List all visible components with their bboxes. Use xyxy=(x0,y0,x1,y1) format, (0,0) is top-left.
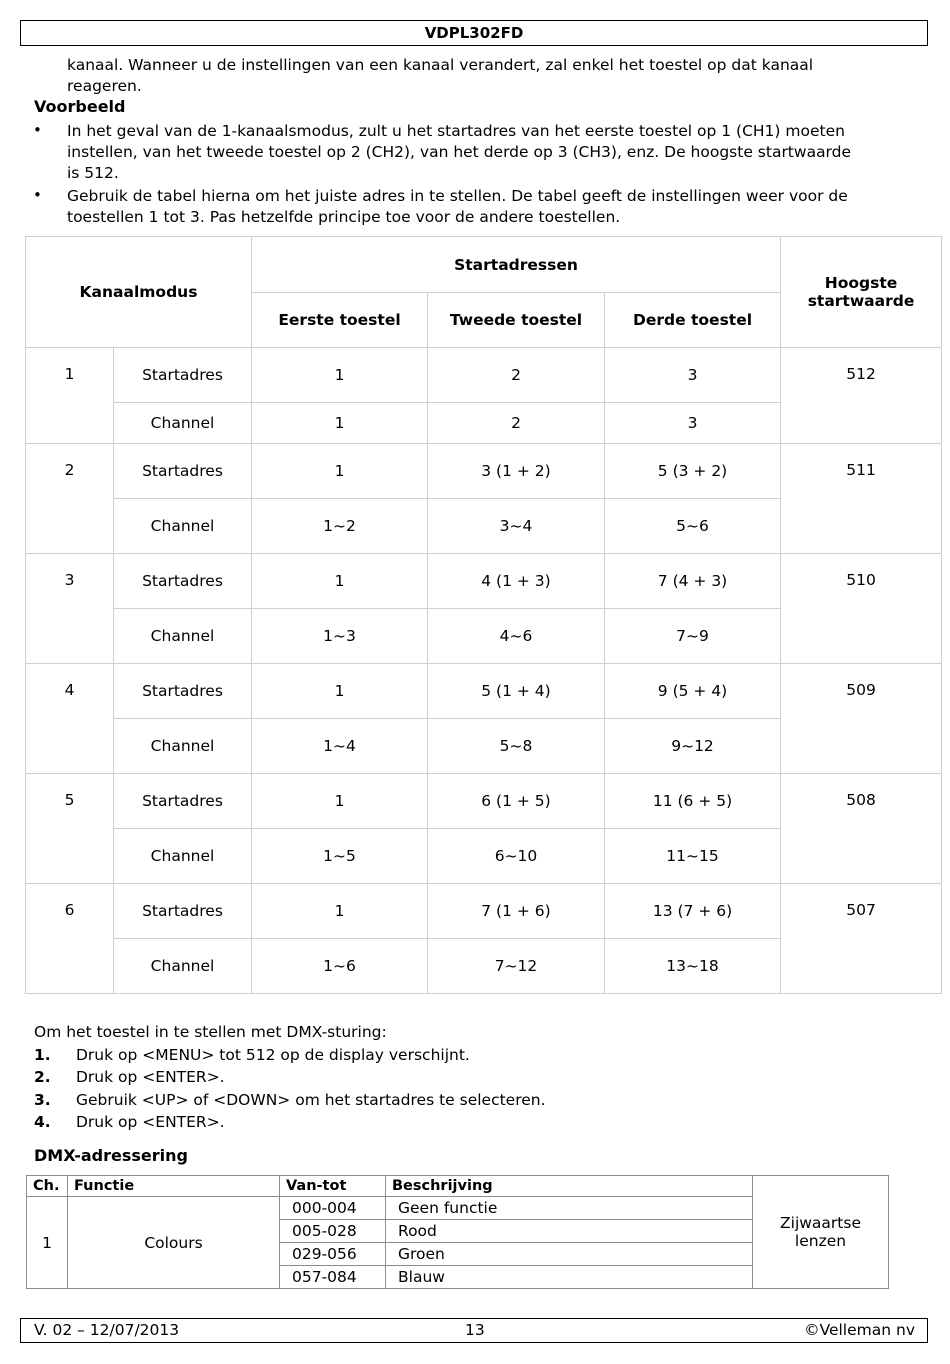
start-third-cell: 7 (4 + 3) xyxy=(605,554,781,609)
mode-cell: 1 xyxy=(26,348,114,444)
bullet-marker-1: • xyxy=(33,121,42,139)
channel-third-cell: 7~9 xyxy=(605,609,781,664)
bullet-2-line-2: toestellen 1 tot 3. Pas hetzelfde principe toe voor de andere toestellen. xyxy=(67,208,621,226)
bullet-item-2 xyxy=(67,186,848,228)
start-first-cell: 1 xyxy=(252,554,428,609)
channel-second-cell: 2 xyxy=(428,403,605,444)
start-first-cell: 1 xyxy=(252,774,428,829)
step-4-text: Druk op <ENTER>. xyxy=(76,1113,225,1131)
step-2 xyxy=(34,1066,546,1089)
bullet-2-line-1: Gebruik de tabel hierna om het juiste adres in te stellen. De tabel geeft de instellingen weer voor de xyxy=(67,187,848,205)
intro-line-1: kanaal. Wanneer u de instellingen van een kanaal verandert, zal enkel het toestel op dat kanaal xyxy=(67,56,814,74)
step-3 xyxy=(34,1089,546,1112)
step-3-number: 3. xyxy=(34,1090,51,1109)
channel-first-cell: 1~5 xyxy=(252,829,428,884)
dmx-header-function: Functie xyxy=(68,1176,280,1197)
channel-third-cell: 3 xyxy=(605,403,781,444)
start-second-cell: 5 (1 + 4) xyxy=(428,664,605,719)
header-first-device: Eerste toestel xyxy=(252,293,428,348)
start-second-cell: 4 (1 + 3) xyxy=(428,554,605,609)
start-third-cell: 13 (7 + 6) xyxy=(605,884,781,939)
bullet-1-line-2: instellen, van het tweede toestel op 2 (CH2), van het derde op 3 (CH3), enz. De hoogste startwaarde xyxy=(67,143,852,161)
start-third-cell: 3 xyxy=(605,348,781,403)
channel-second-cell: 3~4 xyxy=(428,499,605,554)
page-header xyxy=(20,20,928,46)
dmx-description: Blauw xyxy=(386,1266,753,1289)
header-highest-text: Hoogste startwaarde xyxy=(807,274,915,310)
footer-copyright: ©Velleman nv xyxy=(804,1321,915,1339)
mode-cell: 3 xyxy=(26,554,114,664)
intro-line-2: reageren. xyxy=(67,77,142,95)
header-third-device: Derde toestel xyxy=(605,293,781,348)
dmx-side-note-line-1: Zijwaartse xyxy=(780,1214,861,1232)
header-highest xyxy=(781,237,942,348)
dmx-side-note-line-2: lenzen xyxy=(794,1232,847,1250)
step-2-number: 2. xyxy=(34,1068,51,1086)
step-1-text: Druk op <MENU> tot 512 op de display verschijnt. xyxy=(76,1045,470,1064)
row-label-startadres: Startadres xyxy=(114,348,252,403)
header-title: VDPL302FD xyxy=(424,24,524,42)
start-second-cell: 2 xyxy=(428,348,605,403)
row-label-channel: Channel xyxy=(114,609,252,664)
start-first-cell: 1 xyxy=(252,884,428,939)
dmx-side-note xyxy=(753,1176,889,1289)
dmx-header-ch: Ch. xyxy=(27,1176,68,1197)
table-row xyxy=(26,444,942,499)
highest-value-cell: 510 xyxy=(781,554,942,664)
footer-version: V. 02 – 12/07/2013 xyxy=(34,1321,180,1339)
channel-second-cell: 5~8 xyxy=(428,719,605,774)
bullet-1-line-1: In het geval van de 1-kanaalsmodus, zult u het startadres van het eerste toestel op 1 (CH1) moeten xyxy=(67,122,845,140)
bullet-marker-2: • xyxy=(33,186,42,204)
row-label-channel: Channel xyxy=(114,719,252,774)
step-4-number: 4. xyxy=(34,1113,51,1131)
dmx-function: Colours xyxy=(68,1197,280,1289)
channel-first-cell: 1~3 xyxy=(252,609,428,664)
step-1 xyxy=(34,1044,546,1067)
start-second-cell: 7 (1 + 6) xyxy=(428,884,605,939)
start-second-cell: 6 (1 + 5) xyxy=(428,774,605,829)
channel-first-cell: 1~4 xyxy=(252,719,428,774)
table-row xyxy=(26,348,942,403)
intro-text xyxy=(67,55,813,97)
dmx-header-range: Van-tot xyxy=(280,1176,386,1197)
row-label-channel: Channel xyxy=(114,939,252,994)
highest-value-cell: 507 xyxy=(781,884,942,994)
dmx-range: 005-028 xyxy=(280,1220,386,1243)
step-2-text: Druk op <ENTER>. xyxy=(76,1068,225,1086)
row-label-startadres: Startadres xyxy=(114,664,252,719)
channel-second-cell: 7~12 xyxy=(428,939,605,994)
dmx-range: 057-084 xyxy=(280,1266,386,1289)
table-row xyxy=(26,884,942,939)
header-mode: Kanaalmodus xyxy=(26,237,252,348)
mode-cell: 4 xyxy=(26,664,114,774)
start-second-cell: 3 (1 + 2) xyxy=(428,444,605,499)
dmx-range: 000-004 xyxy=(280,1197,386,1220)
row-label-startadres: Startadres xyxy=(114,444,252,499)
channel-second-cell: 4~6 xyxy=(428,609,605,664)
row-label-channel: Channel xyxy=(114,499,252,554)
channel-third-cell: 5~6 xyxy=(605,499,781,554)
row-label-channel: Channel xyxy=(114,403,252,444)
header-second-device: Tweede toestel xyxy=(428,293,605,348)
channel-first-cell: 1~2 xyxy=(252,499,428,554)
dmx-description: Geen functie xyxy=(386,1197,753,1220)
channel-first-cell: 1~6 xyxy=(252,939,428,994)
table-row xyxy=(26,664,942,719)
channel-third-cell: 11~15 xyxy=(605,829,781,884)
mode-cell: 2 xyxy=(26,444,114,554)
channel-third-cell: 9~12 xyxy=(605,719,781,774)
instructions-intro: Om het toestel in te stellen met DMX-sturing: xyxy=(34,1023,387,1041)
dmx-description: Groen xyxy=(386,1243,753,1266)
dmx-heading: DMX-adressering xyxy=(34,1146,188,1165)
table-row xyxy=(26,554,942,609)
start-first-cell: 1 xyxy=(252,664,428,719)
mode-cell: 5 xyxy=(26,774,114,884)
dmx-channel: 1 xyxy=(27,1197,68,1289)
start-third-cell: 5 (3 + 2) xyxy=(605,444,781,499)
dmx-range: 029-056 xyxy=(280,1243,386,1266)
row-label-channel: Channel xyxy=(114,829,252,884)
step-1-number: 1. xyxy=(34,1045,51,1064)
highest-value-cell: 512 xyxy=(781,348,942,444)
row-label-startadres: Startadres xyxy=(114,774,252,829)
footer-page-number: 13 xyxy=(465,1321,485,1339)
dmx-table xyxy=(26,1175,889,1289)
bullet-item-1 xyxy=(67,121,851,184)
step-4 xyxy=(34,1111,546,1134)
mode-cell: 6 xyxy=(26,884,114,994)
start-first-cell: 1 xyxy=(252,348,428,403)
dmx-header-description: Beschrijving xyxy=(386,1176,753,1197)
start-first-cell: 1 xyxy=(252,444,428,499)
dmx-description: Rood xyxy=(386,1220,753,1243)
bullet-1-line-3: is 512. xyxy=(67,164,119,182)
channel-second-cell: 6~10 xyxy=(428,829,605,884)
address-table xyxy=(25,236,942,994)
row-label-startadres: Startadres xyxy=(114,554,252,609)
example-heading: Voorbeeld xyxy=(34,97,126,116)
highest-value-cell: 508 xyxy=(781,774,942,884)
highest-value-cell: 511 xyxy=(781,444,942,554)
channel-third-cell: 13~18 xyxy=(605,939,781,994)
start-third-cell: 11 (6 + 5) xyxy=(605,774,781,829)
step-3-text: Gebruik <UP> of <DOWN> om het startadres te selecteren. xyxy=(76,1090,546,1109)
table-row xyxy=(26,774,942,829)
page-footer xyxy=(20,1318,928,1343)
instructions xyxy=(34,1021,546,1134)
start-third-cell: 9 (5 + 4) xyxy=(605,664,781,719)
header-start-addresses: Startadressen xyxy=(252,237,781,293)
highest-value-cell: 509 xyxy=(781,664,942,774)
row-label-startadres: Startadres xyxy=(114,884,252,939)
channel-first-cell: 1 xyxy=(252,403,428,444)
